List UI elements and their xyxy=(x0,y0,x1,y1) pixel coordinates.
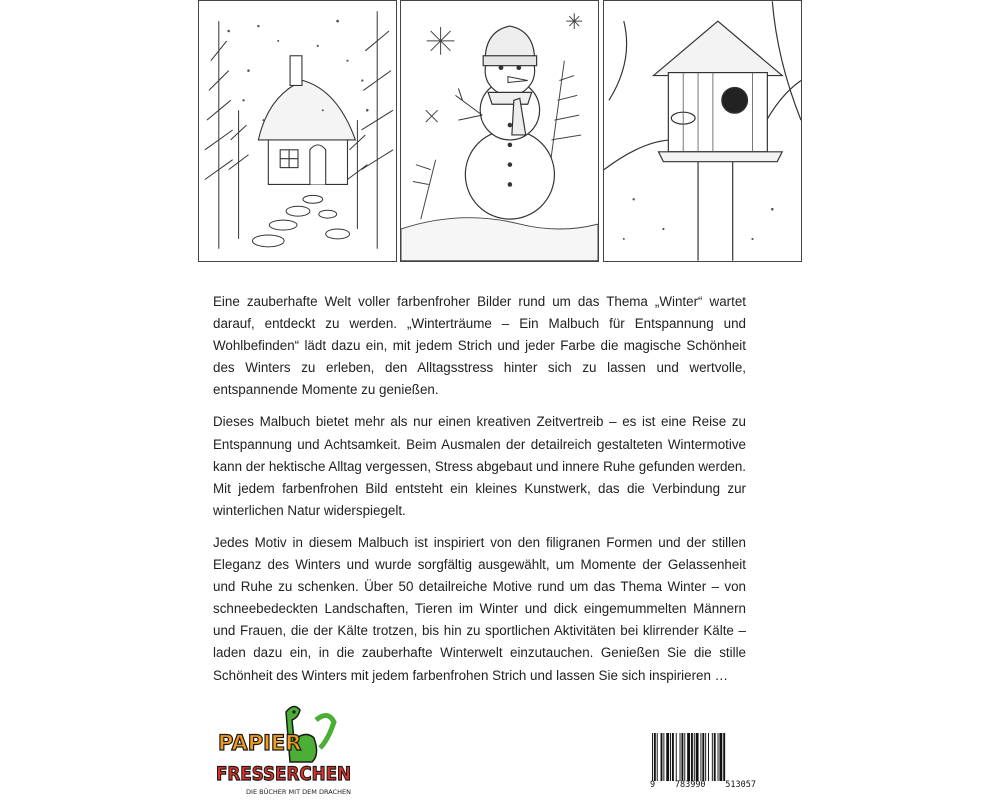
barcode-bar xyxy=(691,733,693,781)
barcode-bar xyxy=(708,733,709,781)
barcode-bar xyxy=(663,733,664,781)
barcode-bar xyxy=(705,733,706,781)
cottage-drawing xyxy=(199,1,396,261)
isbn-barcode xyxy=(650,733,756,793)
barcode-bar xyxy=(676,733,677,781)
barcode-bar xyxy=(723,733,725,781)
barcode-bar xyxy=(702,733,704,781)
dragon-logo-icon xyxy=(216,700,356,800)
description-paragraph-1: Eine zauberhafte Welt voller farbenfroher Bilder rund um das Thema „Winter“ wartet darauf, entdeckt zu werden. „Winterträume – Ein Malbuch für Entspannung und Wohlbefinden“ lädt dazu ein, mit jedem Strich und jeder Farbe die magische Schönheit des Winters zu erleben, den Alltagsstress hinter sich zu lassen und wertvolle, entspannende Momente zu genießen. xyxy=(213,294,746,398)
illustration-birdhouse xyxy=(603,0,802,262)
barcode-bar xyxy=(700,733,701,781)
barcode-bar xyxy=(684,733,685,781)
birdhouse-drawing xyxy=(604,1,801,261)
barcode-bar xyxy=(696,733,699,781)
barcode-bar xyxy=(718,733,719,781)
barcode-digit-group-1: 9 xyxy=(650,780,656,790)
barcode-digit-group-3: 513057 xyxy=(725,780,756,790)
barcode-digit-group-2: 783990 xyxy=(674,780,706,790)
barcode-bar xyxy=(714,733,716,781)
barcode-bar xyxy=(694,733,695,781)
snowman-drawing xyxy=(401,1,598,261)
barcode-bar xyxy=(719,733,722,781)
logo-tagline: DIE BÜCHER MIT DEM DRACHEN xyxy=(246,789,351,796)
logo-line2: FRESSERCHEN xyxy=(216,763,351,785)
logo-line1: PAPIER xyxy=(218,731,302,755)
barcode-bar xyxy=(661,733,663,781)
description-paragraph-2: Dieses Malbuch bietet mehr als nur einen kreativen Zeitvertreib – es ist eine Reise zu Entspannung und Achtsamkeit. Beim Ausmalen der detailreich gestalteten Wintermotive kann der hektische Alltag vergessen, Stress abgebaut und innere Ruhe gefunden werden. Mit jedem farbenfrohen Bild entsteht ein kleines Kunstwerk, das die Verbindung zur winterlichen Natur widerspiegelt. xyxy=(213,414,747,518)
publisher-logo xyxy=(216,700,356,800)
barcode-bar xyxy=(652,733,653,781)
barcode-bars xyxy=(650,733,756,781)
barcode-bar xyxy=(672,733,674,781)
barcode-bar xyxy=(654,733,656,781)
barcode-bar xyxy=(712,733,713,781)
barcode-bar xyxy=(681,733,683,781)
barcode-bar xyxy=(687,733,690,781)
barcode-bar xyxy=(657,733,658,781)
description-paragraph-3: Jedes Motiv in diesem Malbuch ist inspiriert von den filigranen Formen und der stillen Eleganz des Winters und wurde sorgfältig ausgewählt, um Momente der Gelassenheit und Ruhe zu schenken. Über 50 detailreiche Motive rund um das Thema Winter – von schneebedeckten Landschaften, Tieren im Winter und dick eingemummelten Männern und Frauen, die der Kälte trotzen, bis hin zu sportlichen Aktivitäten bei klirrender Kälte – laden dazu ein, in die zauberhafte Winterwelt einzutauchen. Genießen Sie die stille Schönheit des Winters mit jedem farbenfrohen Strich und lassen Sie sich inspirieren … xyxy=(213,534,746,683)
barcode-bar xyxy=(670,733,671,781)
illustration-cottage xyxy=(198,0,397,262)
illustration-snowman xyxy=(400,0,599,262)
barcode-bar xyxy=(666,733,669,781)
book-description xyxy=(213,291,746,697)
barcode-digits xyxy=(650,780,756,790)
barcode-bar xyxy=(680,733,681,781)
